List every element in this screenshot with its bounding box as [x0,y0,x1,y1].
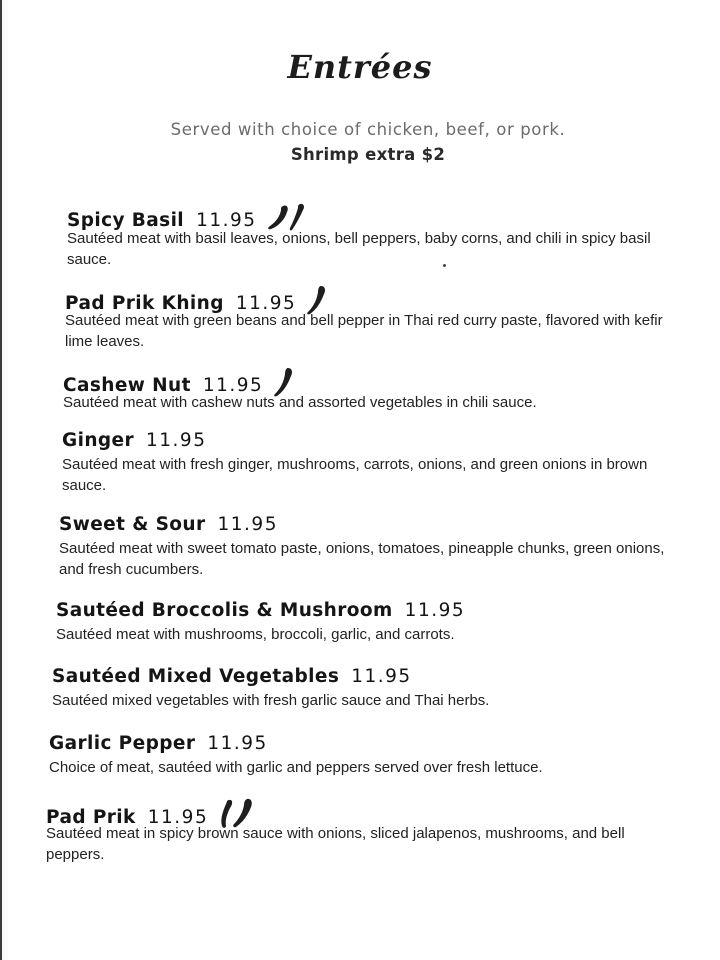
menu-item-price: 11.95 [404,600,466,621]
menu-item-description: Sautéed meat with basil leaves, onions, bell peppers, baby corns, and chili in spicy basil sauce. [67,230,651,268]
menu-item-broccolis-mushroom [56,598,676,645]
menu-item-description: Sautéed meat with mushrooms, broccoli, garlic, and carrots. [56,626,455,643]
menu-item-header [52,664,672,690]
menu-item-header [46,797,686,828]
menu-item-name: Cashew Nut [63,375,191,396]
paper-speck [443,264,446,267]
page-edge-divider [0,0,2,960]
menu-item-name: Pad Prik Khing [65,293,224,314]
menu-item-description: Sautéed meat in spicy brown sauce with onions, sliced jalapenos, mushrooms, and bell peppers. [46,825,625,863]
menu-item-name: Sautéed Broccolis & Mushroom [56,600,393,621]
menu-item-spicy-basil [67,202,677,270]
menu-item-price: 11.95 [147,807,209,828]
menu-item-description: Sautéed meat with cashew nuts and assorted vegetables in chili sauce. [63,394,537,411]
menu-item-price: 11.95 [351,666,412,687]
menu-item-pad-prik [46,797,686,865]
menu-item-description: Choice of meat, sautéed with garlic and peppers served over fresh lettuce. [49,759,543,776]
shrimp-extra-note: Shrimp extra $2 [290,145,446,164]
menu-item-description: Sautéed meat with sweet tomato paste, onions, tomatoes, pineapple chunks, green onions, and fresh cucumbers. [59,540,665,578]
menu-item-header [67,202,677,231]
menu-item-pad-prik-khing [65,284,680,352]
menu-item-price: 11.95 [207,733,268,754]
menu-item-price: 11.95 [196,210,257,231]
menu-item-name: Sautéed Mixed Vegetables [52,666,340,687]
menu-item-sweet-sour [59,512,679,580]
menu-item-mixed-vegetables [52,664,672,711]
menu-item-description: Sautéed meat with fresh ginger, mushrooms, carrots, onions, and green onions in brown sauce. [62,456,648,494]
menu-item-header [62,428,677,454]
menu-item-description: Sautéed meat with green beans and bell pepper in Thai red curry paste, flavored with kefir lime leaves. [65,312,663,350]
menu-item-header [63,366,678,396]
menu-item-header [49,731,669,757]
menu-item-cashew-nut [63,366,678,413]
menu-item-garlic-pepper [49,731,669,778]
menu-item-ginger [62,428,677,496]
menu-item-price: 11.95 [235,293,297,314]
menu-item-header [59,512,679,538]
menu-item-name: Ginger [62,430,135,451]
menu-item-description: Sautéed mixed vegetables with fresh garlic sauce and Thai herbs. [52,692,490,709]
menu-item-name: Sweet & Sour [59,514,206,535]
menu-item-price: 11.95 [146,430,207,451]
menu-item-name: Pad Prik [46,807,136,828]
page-title: Entrées [287,48,433,86]
serving-note: Served with choice of chicken, beef, or pork. [170,120,566,139]
menu-item-name: Garlic Pepper [49,733,196,754]
menu-item-name: Spicy Basil [67,210,185,231]
menu-item-header [56,598,676,624]
menu-item-price: 11.95 [202,375,264,396]
menu-item-price: 11.95 [217,514,278,535]
menu-item-header [65,284,680,314]
